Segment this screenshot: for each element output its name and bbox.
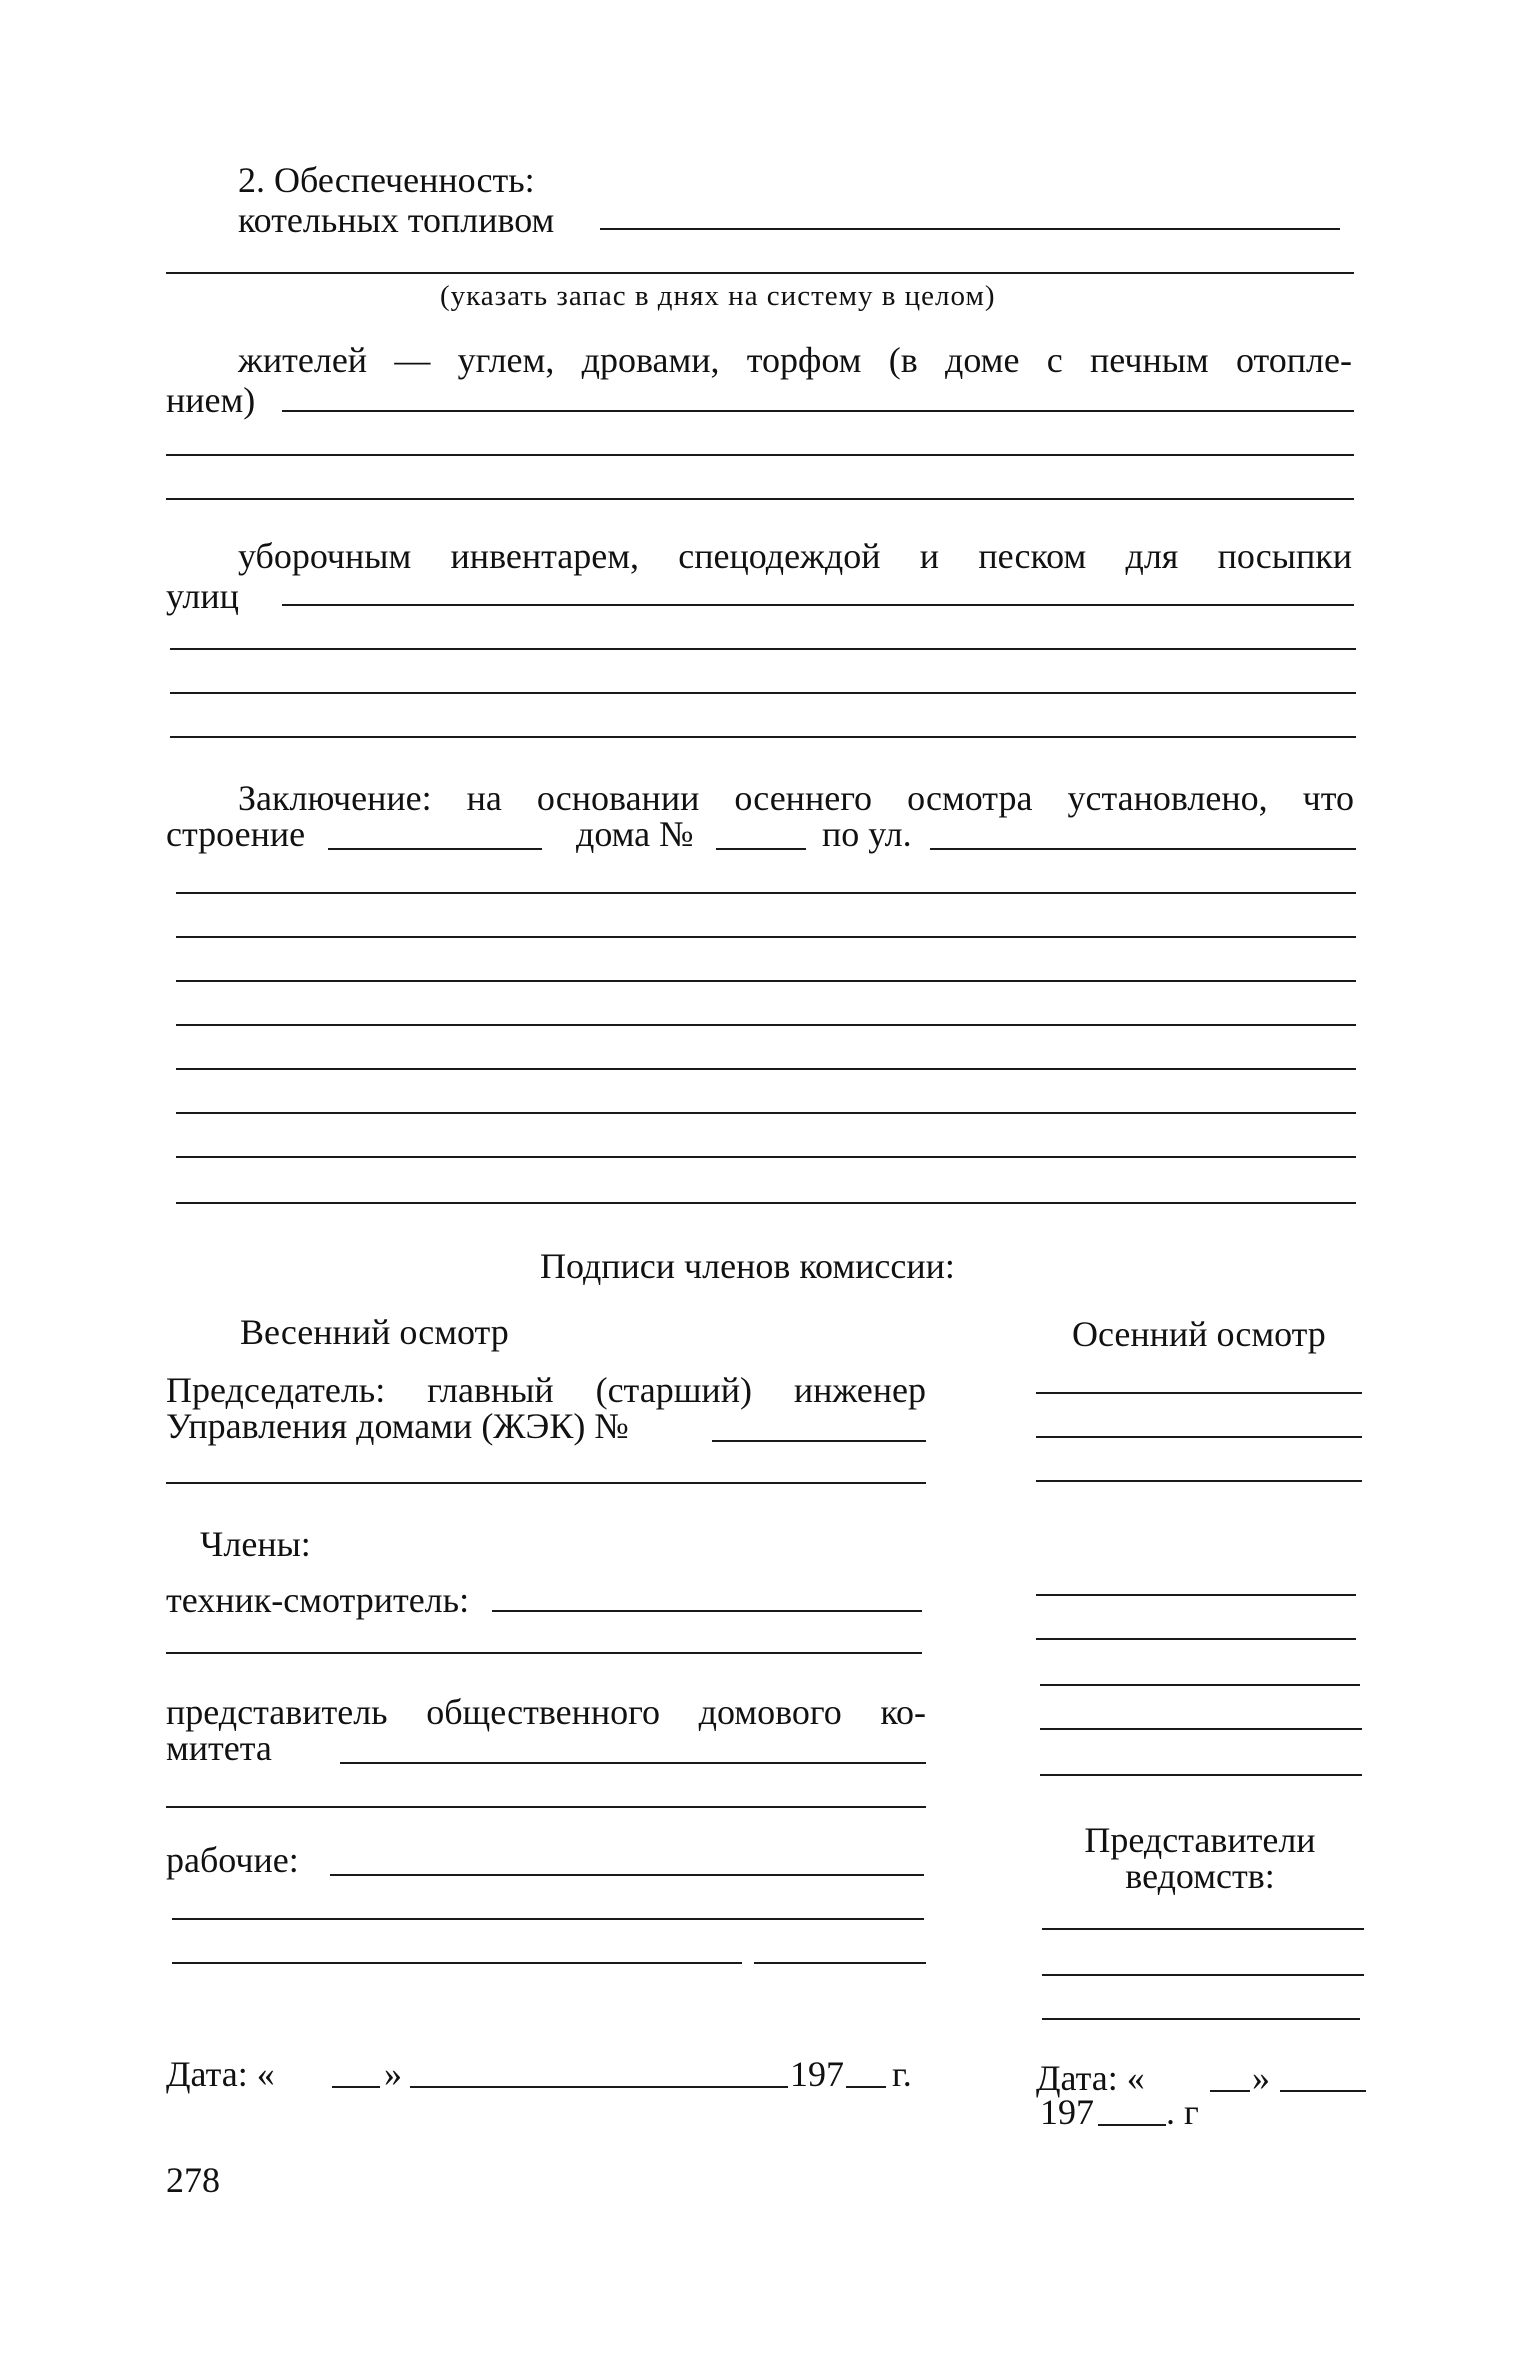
boiler-fuel-label: котельных топливом	[238, 200, 555, 240]
spring-date-month-blank[interactable]	[410, 2086, 788, 2088]
signatures-title: Подписи членов комиссии:	[540, 1246, 955, 1286]
autumn-member-blank-1[interactable]	[1036, 1594, 1356, 1596]
conclusion-blank-8[interactable]	[176, 1202, 1356, 1204]
street-label: по ул.	[822, 814, 912, 854]
autumn-member-blank-5[interactable]	[1040, 1774, 1362, 1776]
agency-blank-1[interactable]	[1042, 1928, 1364, 1930]
spring-date-day-blank[interactable]	[332, 2086, 380, 2088]
house-number-blank[interactable]	[716, 848, 806, 850]
autumn-date-year-prefix: 197	[1040, 2092, 1094, 2132]
members-label: Члены:	[200, 1524, 311, 1564]
conclusion-blank-3[interactable]	[176, 980, 1356, 982]
agency-blank-3[interactable]	[1042, 2018, 1360, 2020]
autumn-date-suffix: . г	[1166, 2092, 1199, 2132]
representative-line-2: митета	[166, 1728, 272, 1768]
conclusion-structure-label: строение	[166, 814, 306, 854]
conclusion-blank-1[interactable]	[176, 892, 1356, 894]
spring-date-quote-close: »	[384, 2054, 402, 2094]
representative-blank-1[interactable]	[340, 1762, 926, 1764]
page-number: 278	[166, 2160, 220, 2200]
technician-blank-2[interactable]	[166, 1652, 922, 1654]
residents-blank-3[interactable]	[166, 498, 1354, 500]
residents-line-2: нием)	[166, 380, 256, 420]
structure-blank[interactable]	[328, 848, 542, 850]
conclusion-blank-7[interactable]	[176, 1156, 1356, 1158]
chair-line-2: Управления домами (ЖЭК) №	[166, 1406, 629, 1446]
autumn-member-blank-3[interactable]	[1040, 1684, 1360, 1686]
residents-blank-2[interactable]	[166, 454, 1354, 456]
autumn-chair-blank-3[interactable]	[1036, 1480, 1362, 1482]
autumn-chair-blank-1[interactable]	[1036, 1392, 1362, 1394]
conclusion-blank-6[interactable]	[176, 1112, 1356, 1114]
autumn-date-day-blank[interactable]	[1210, 2090, 1250, 2092]
workers-blank-2[interactable]	[172, 1918, 924, 1920]
workers-blank-3a[interactable]	[172, 1962, 742, 1964]
spring-date-year-blank[interactable]	[846, 2086, 886, 2088]
autumn-date-year-blank[interactable]	[1098, 2124, 1166, 2126]
autumn-inspection-heading: Осенний осмотр	[1072, 1314, 1326, 1354]
cleaning-blank-3[interactable]	[170, 692, 1356, 694]
chair-line-1: Председатель: главный (старший) инженер	[166, 1370, 926, 1410]
workers-blank-1[interactable]	[330, 1874, 924, 1876]
workers-blank-3b[interactable]	[754, 1962, 926, 1964]
cleaning-blank-4[interactable]	[170, 736, 1356, 738]
cleaning-blank-2[interactable]	[170, 648, 1356, 650]
representative-blank-2[interactable]	[166, 1806, 926, 1808]
autumn-member-blank-4[interactable]	[1040, 1728, 1362, 1730]
section-heading: 2. Обеспеченность:	[238, 160, 535, 200]
workers-label: рабочие:	[166, 1840, 299, 1880]
conclusion-blank-5[interactable]	[176, 1068, 1356, 1070]
residents-blank-1[interactable]	[282, 410, 1354, 412]
cleaning-blank-1[interactable]	[282, 604, 1354, 606]
street-blank[interactable]	[930, 848, 1356, 850]
autumn-date-quote-close: »	[1252, 2058, 1270, 2098]
spring-date-year-prefix: 197	[790, 2054, 844, 2094]
agency-blank-2[interactable]	[1042, 1974, 1364, 1976]
autumn-member-blank-2[interactable]	[1036, 1638, 1356, 1640]
representative-line-1: представитель общественного домового ко-	[166, 1692, 926, 1732]
cleaning-line-2: улиц	[166, 576, 239, 616]
technician-label: техник-смотритель:	[166, 1580, 470, 1620]
spring-inspection-heading: Весенний осмотр	[240, 1312, 509, 1352]
house-number-label: дома №	[576, 814, 694, 854]
conclusion-blank-2[interactable]	[176, 936, 1356, 938]
boiler-fuel-blank[interactable]	[600, 228, 1340, 230]
agency-reps-line-1: Представители	[1084, 1820, 1316, 1860]
residents-line-1: жителей — углем, дровами, торфом (в доме с печным отопле-	[238, 340, 1352, 380]
spring-date-suffix: г.	[892, 2054, 912, 2094]
boiler-fuel-blank-2[interactable]	[166, 272, 1354, 274]
cleaning-line-1: уборочным инвентарем, спецодеждой и песком для посыпки	[238, 536, 1352, 576]
conclusion-line-1: Заключение: на основании осеннего осмотра установлено, что	[238, 778, 1354, 818]
technician-blank-1[interactable]	[492, 1610, 922, 1612]
conclusion-blank-4[interactable]	[176, 1024, 1356, 1026]
spring-date-label: Дата: «	[166, 2054, 275, 2094]
agency-reps-line-2: ведомств:	[1125, 1856, 1275, 1896]
chair-blank-2[interactable]	[166, 1482, 926, 1484]
autumn-date-label: Дата: «	[1036, 2058, 1145, 2098]
autumn-date-month-blank[interactable]	[1280, 2090, 1366, 2092]
boiler-fuel-hint: (указать запас в днях на систему в целом)	[440, 280, 996, 312]
autumn-chair-blank-2[interactable]	[1036, 1436, 1362, 1438]
chair-blank-1[interactable]	[712, 1440, 926, 1442]
